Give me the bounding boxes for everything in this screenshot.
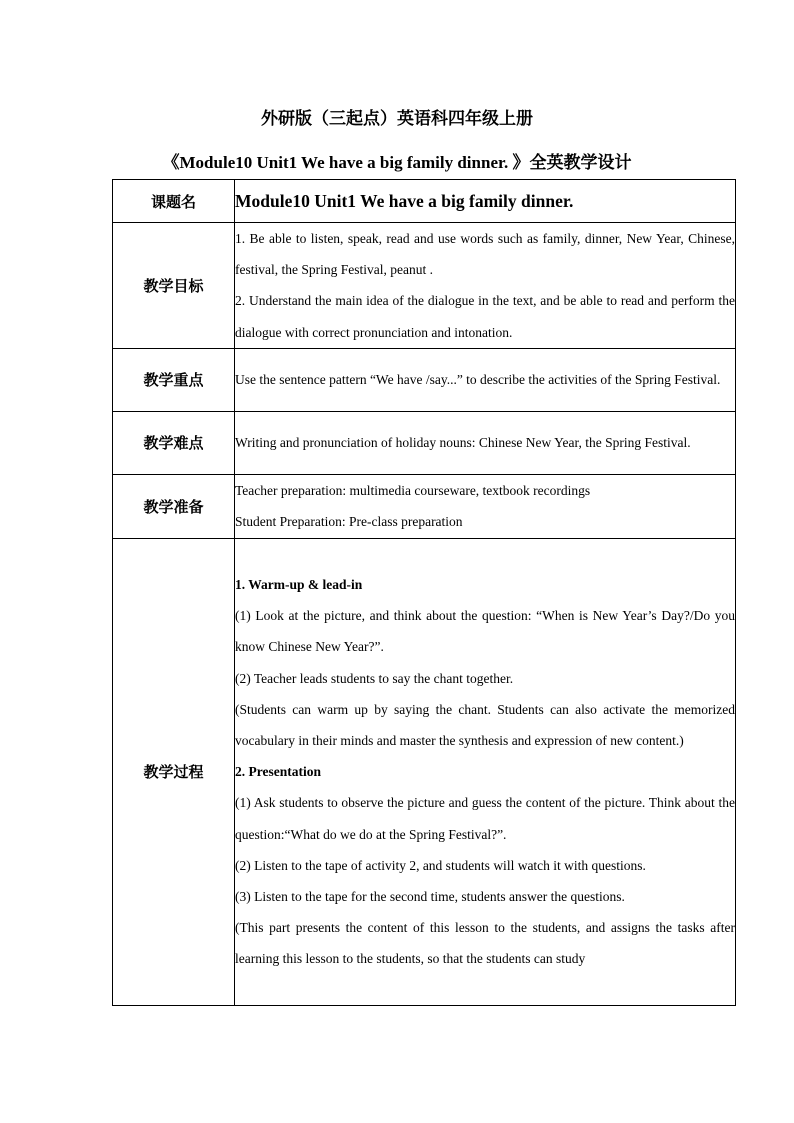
table-row-topic [113,180,736,223]
process-item: (This part presents the content of this lesson to the students, and assigns the tasks after learning this lesson to the students, so that the students can study [235,920,735,967]
difficulties-label: 教学难点 [113,411,235,474]
lesson-plan-table [112,179,736,1006]
process-item: (Students can warm up by saying the chant. Students can also activate the memorized vocabulary in their minds and master the synthesis and expression of new content.) [235,701,735,748]
difficulties-text: Writing and pronunciation of holiday nouns: Chinese New Year, the Spring Festival. [235,435,691,451]
table-row-key-points [113,348,736,411]
topic-label: 课题名 [113,180,235,223]
difficulties-content [235,411,736,474]
key-points-content [235,348,736,411]
preparation-label: 教学准备 [113,474,235,538]
process-content [235,538,736,1005]
process-item: (1) Ask students to observe the picture and guess the content of the picture. Think about the question:“What do we do at the Spring Festival?”. [235,795,735,842]
preparation-content [235,474,736,538]
objectives-label: 教学目标 [113,223,235,349]
process-item: (2) Listen to the tape of activity 2, and students will watch it with questions. [235,857,646,873]
document-title-line-1: 外研版（三起点）英语科四年级上册 [261,109,533,128]
preparation-item: Student Preparation: Pre-class preparation [235,514,463,530]
process-item: (3) Listen to the tape for the second time, students answer the questions. [235,889,625,905]
table-row-difficulties [113,411,736,474]
preparation-item: Teacher preparation: multimedia courseware, textbook recordings [235,483,591,499]
objectives-content [235,223,736,349]
process-item: (2) Teacher leads students to say the chant together. [235,670,514,686]
table-row-preparation [113,474,736,538]
document-title-line-2: 《Module10 Unit1 We have a big family dinner. 》全英教学设计 [162,153,632,172]
table-row-objectives [113,223,736,349]
section-heading: 1. Warm-up & lead-in [235,576,363,592]
process-label: 教学过程 [113,538,235,1005]
table-row-process [113,538,736,1005]
section-heading: 2. Presentation [235,764,321,780]
key-points-label: 教学重点 [113,348,235,411]
objective-item: 2. Understand the main idea of the dialogue in the text, and be able to read and perform the dialogue with correct pronunciation and intonation. [235,293,735,340]
process-item: (1) Look at the picture, and think about the question: “When is New Year’s Day?/Do you know Chinese New Year?”. [235,608,735,655]
key-points-text: Use the sentence pattern “We have /say...” to describe the activities of the Spring Festival. [235,372,721,388]
objective-item: 1. Be able to listen, speak, read and use words such as family, dinner, New Year, Chinese, festival, the Spring Festival, peanut . [235,231,735,278]
topic-value: Module10 Unit1 We have a big family dinner. [235,180,736,223]
